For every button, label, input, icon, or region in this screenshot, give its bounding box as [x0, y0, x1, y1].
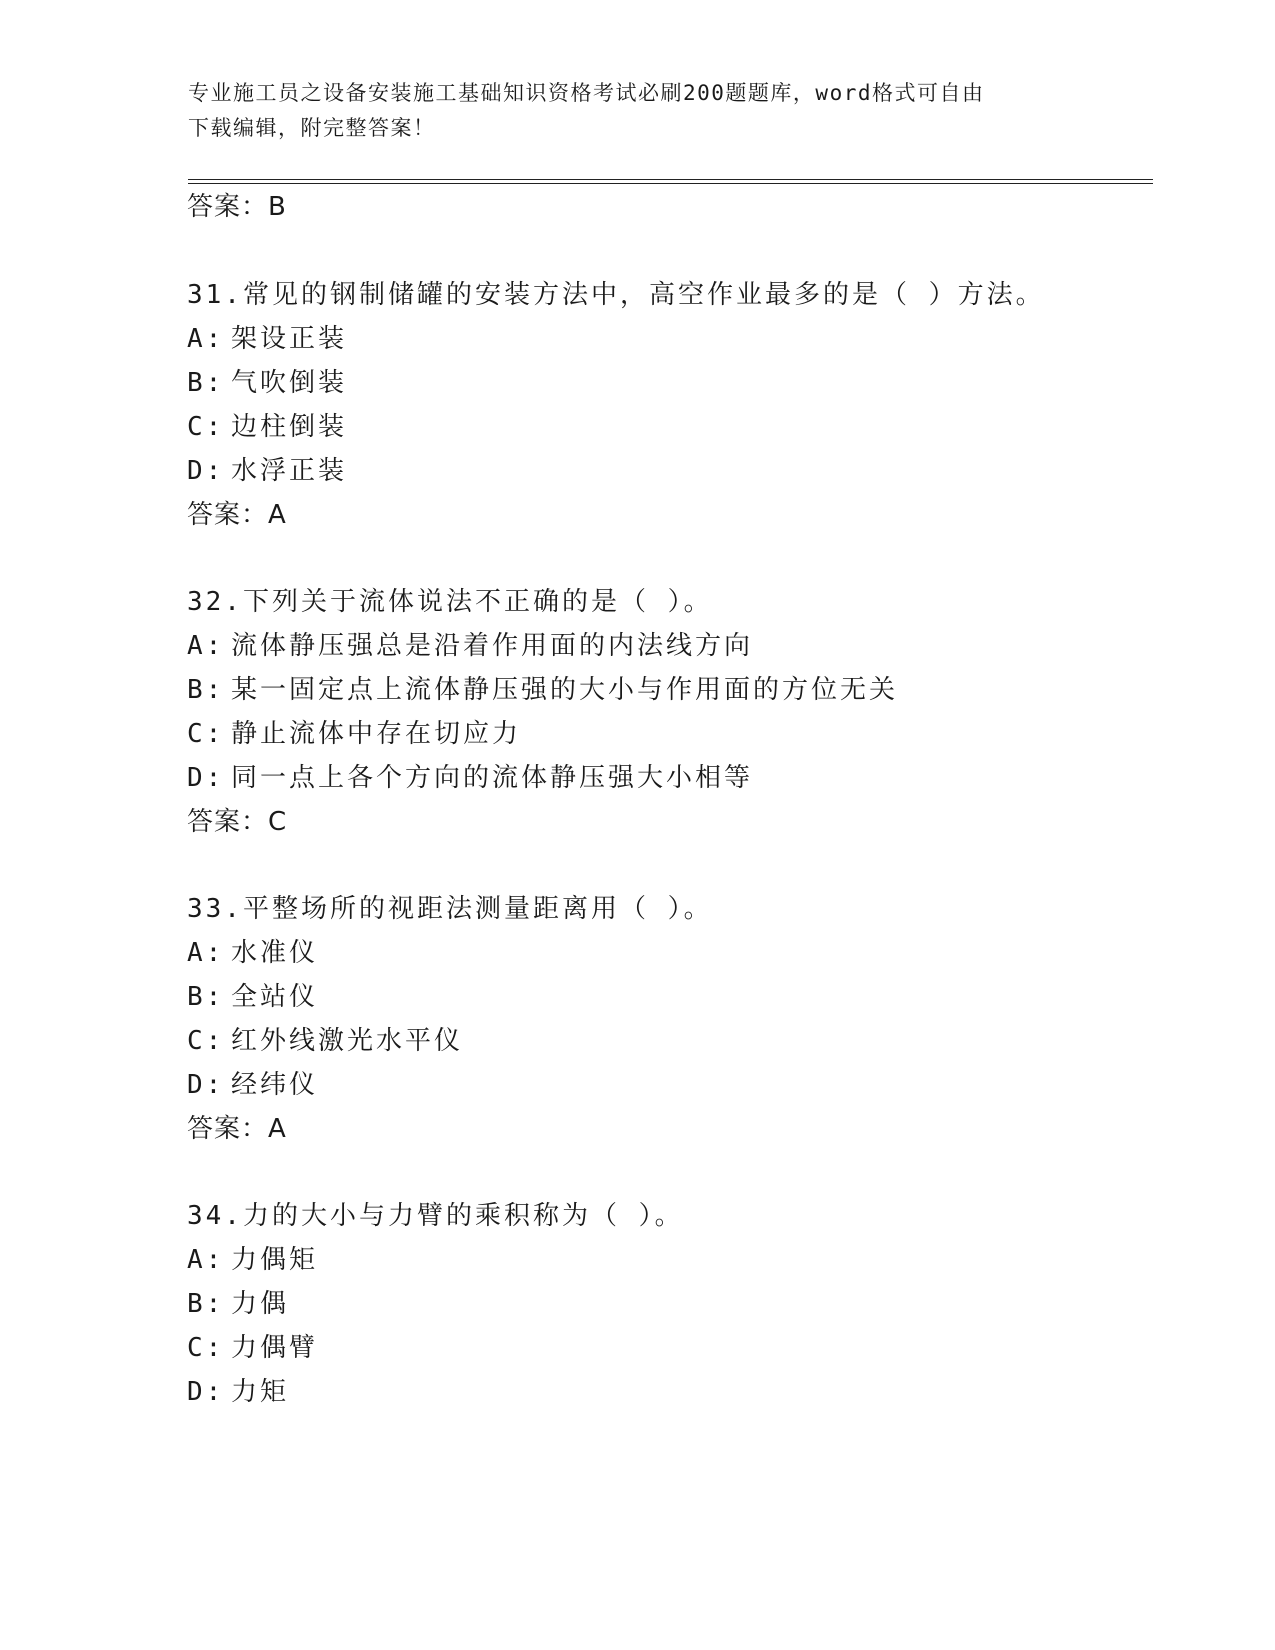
- option-text: 力矩: [231, 1377, 290, 1407]
- question-34-option-b: [187, 1287, 289, 1321]
- option-text: 水准仪: [231, 938, 319, 968]
- option-text: 红外线激光水平仪: [231, 1026, 464, 1056]
- header-line-2: 下载编辑，附完整答案！: [188, 116, 436, 140]
- option-text: 某一固定点上流体静压强的大小与作用面的方位无关: [231, 675, 899, 705]
- option-text: 流体静压强总是沿着作用面的内法线方向: [231, 631, 754, 661]
- question-34-option-a: [187, 1243, 318, 1277]
- question-31-option-b: [187, 366, 347, 400]
- option-label: A:: [187, 1245, 225, 1275]
- option-text: 水浮正装: [231, 456, 348, 486]
- question-34-option-c: [187, 1331, 318, 1365]
- question-31-option-a: [187, 322, 347, 356]
- document-header: [188, 76, 1088, 146]
- question-32-stem: 32.下列关于流体说法不正确的是（ ）。: [187, 587, 713, 617]
- question-31-answer: 答案：A: [187, 500, 287, 530]
- option-label: D:: [187, 456, 225, 486]
- header-divider: [188, 179, 1153, 184]
- question-32-option-c: [187, 717, 521, 751]
- option-text: 静止流体中存在切应力: [231, 719, 522, 749]
- question-34-option-d: [187, 1375, 289, 1409]
- option-label: C:: [187, 1026, 225, 1056]
- option-label: B:: [187, 675, 225, 705]
- option-text: 力偶: [231, 1289, 290, 1319]
- question-32-option-d: [187, 761, 753, 795]
- option-text: 同一点上各个方向的流体静压强大小相等: [231, 763, 754, 793]
- question-33-answer: 答案：A: [187, 1114, 287, 1144]
- option-label: A:: [187, 631, 225, 661]
- option-text: 力偶矩: [231, 1245, 319, 1275]
- option-label: B:: [187, 982, 225, 1012]
- option-text: 力偶臂: [231, 1333, 319, 1363]
- question-33-option-d: [187, 1068, 318, 1102]
- option-text: 边柱倒装: [231, 412, 348, 442]
- option-label: B:: [187, 368, 225, 398]
- question-31-option-c: [187, 410, 347, 444]
- question-33-option-b: [187, 980, 318, 1014]
- option-text: 气吹倒装: [231, 368, 348, 398]
- question-33-option-a: [187, 936, 318, 970]
- question-33-stem: 33.平整场所的视距法测量距离用（ ）。: [187, 894, 713, 924]
- option-text: 全站仪: [231, 982, 319, 1012]
- question-34-stem: 34.力的大小与力臂的乘积称为（ ）。: [187, 1201, 684, 1231]
- option-label: A:: [187, 938, 225, 968]
- option-text: 经纬仪: [231, 1070, 319, 1100]
- header-line-1: 专业施工员之设备安装施工基础知识资格考试必刷200题题库，word格式可自由: [188, 81, 985, 105]
- question-32-option-b: [187, 673, 898, 707]
- question-31-stem: 31.常见的钢制储罐的安装方法中，高空作业最多的是（ ）方法。: [187, 280, 1045, 310]
- option-label: C:: [187, 412, 225, 442]
- option-label: C:: [187, 1333, 225, 1363]
- question-32-option-a: [187, 629, 753, 663]
- option-label: D:: [187, 1377, 225, 1407]
- option-label: A:: [187, 324, 225, 354]
- question-33-option-c: [187, 1024, 463, 1058]
- question-32-answer: 答案：C: [187, 807, 288, 837]
- previous-answer: 答案：B: [187, 192, 287, 222]
- option-label: C:: [187, 719, 225, 749]
- option-label: D:: [187, 1070, 225, 1100]
- option-label: B:: [187, 1289, 225, 1319]
- option-label: D:: [187, 763, 225, 793]
- question-31-option-d: [187, 454, 347, 488]
- option-text: 架设正装: [231, 324, 348, 354]
